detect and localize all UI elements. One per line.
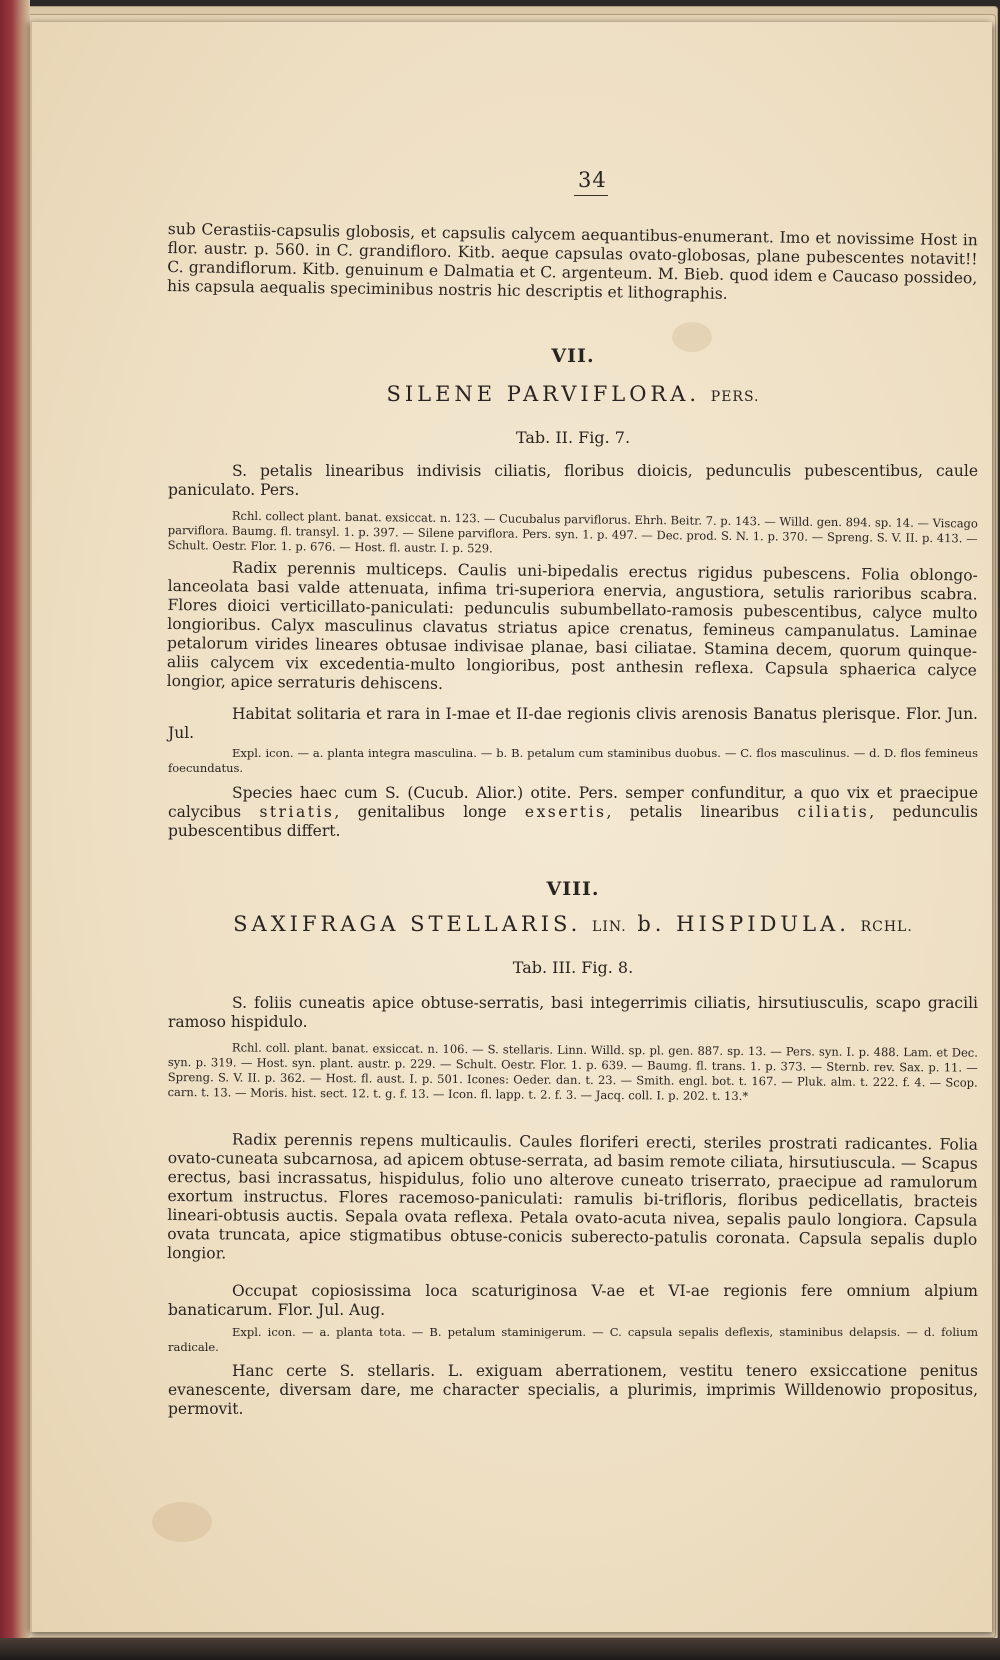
note-text: , pedunculis pubescentibus differt. — [168, 803, 978, 840]
section-viii-title — [168, 912, 978, 936]
species-author: PERS. — [710, 389, 760, 405]
section-viii-diagnosis: S. foliis cuneatis apice obtuse-serratis, basi integerrimis ciliatis, hirsutiusculis, scapo gracili ramoso hispidulo. — [168, 994, 978, 1031]
section-viii-numeral: VIII. — [546, 878, 600, 900]
note-text: , petalis linearibus — [606, 803, 798, 821]
variety-author: RCHL. — [860, 919, 913, 935]
species-name: SILENE PARVIFLORA. — [386, 382, 701, 406]
desk-edge — [0, 1638, 1000, 1660]
species-author: LIN. — [592, 919, 627, 935]
section-viii-icon-explanation: Expl. icon. — a. planta tota. — B. petalum staminigerum. — C. capsula sepalis deflexis, staminibus delapsis. — d. folium radicale. — [168, 1325, 978, 1354]
note-emphasis: exsertis — [524, 803, 607, 821]
section-vii-synonyms: Rchl. collect plant. banat. exsiccat. n. 123. — Cucubalus parviflorus. Ehrh. Beitr. 7. p. 143. — Willd. gen. 894. sp. 14. — Viscago parviflora. Baumg. fl. transyl. 1. p. 397. — Silene parviflora. Pers. syn. 1. p. 497. — Dec. prod. S. N. 1. p. 370. — Spreng. S. V. II. p. 413. — Schult. Oestr. Flor. 1. p. 676. — Host. fl. austr. I. p. 529. — [167, 508, 978, 556]
section-viii-note: Hanc certe S. stellaris. L. exiguam aberrationem, vestitu tenero exsiccatione penitus evanescente, diversam dare, me character specialis, a plurimis, imprimis Willdenowio propositus, permovit. — [168, 1362, 978, 1418]
section-vii-icon-explanation: Expl. icon. — a. planta integra masculina. — b. B. petalum cum staminibus duobus. — C. flos masculinus. — d. D. flos femineus foecundatus. — [168, 746, 978, 775]
section-vii-note — [168, 784, 978, 841]
species-name: SAXIFRAGA STELLARIS. — [233, 912, 582, 936]
section-vii-description: Radix perennis multiceps. Caulis uni-bipedalis erectus rigidus pubescens. Folia oblongo-lanceolata basi valde attenuata, infima tri-superiora enervia, angustiora, setulis rarioribus scabra. Flores dioici verticillato-paniculati: pedunculis subumbellato-ramosis pubescentibus, calyce multo longioribus. Calyx masculinus clavatus striatus apice crenatus, femineus campanulatus. Laminae petalorum virides lineares obtusae indivisae planae, basi ciliatae. Stamina decem, quorum quinque-aliis calycem vix excedentia-multo longioribus, post anthesin reflexa. Capsula sphaerica calyce longior, apice serraturis dehiscens. — [166, 558, 978, 693]
intro-paragraph — [167, 220, 978, 307]
section-vii-plate-reference: Tab. II. Fig. 7. — [515, 428, 631, 447]
section-viii-habitat: Occupat copiosissima loca scaturiginosa V-ae et VI-ae regionis fere omnium alpium banaticarum. Flor. Jul. Aug. — [168, 1282, 978, 1319]
variety-name: b. HISPIDULA. — [637, 912, 850, 936]
page-number: 34 — [578, 168, 607, 192]
foxing-spot — [152, 1502, 212, 1542]
note-emphasis: ciliatis — [797, 803, 870, 821]
note-emphasis: striatis — [259, 803, 335, 821]
note-text: , genitalibus longe — [334, 803, 525, 821]
section-vii-diagnosis: S. petalis linearibus indivisis ciliatis, floribus dioicis, pedunculis pubescentibus, caule paniculato. Pers. — [168, 462, 978, 499]
section-vii-habitat: Habitat solitaria et rara in I-mae et II-dae regionis clivis arenosis Banatus plerisque. Flor. Jun. Jul. — [168, 705, 978, 742]
section-vii-title — [168, 382, 978, 406]
section-viii-plate-reference: Tab. III. Fig. 8. — [512, 958, 634, 977]
note-text: Species haec cum S. (Cucub. Alior.) otite. Pers. semper confunditur, a quo vix et praecipue calycibus — [168, 784, 978, 821]
section-vii-numeral: VII. — [551, 345, 595, 367]
section-viii-description: Radix perennis repens multicaulis. Caules floriferi erecti, steriles prostrati radicantes. Folia ovato-cuneata subcarnosa, ad apicem obtuse-serrata, ad basim remote ciliata, hirsutiuscula. — Scapus erectus, basi incrassatus, hispidulus, folio uno alterove cuneato triserrato, praecipue ad ramulorum exortum instructus. Flores racemoso-paniculati: ramulis bi-trifloris, floribus pedicellatis, bracteis lineari-obtusis auctis. Sepala ovata reflexa. Petala ovato-acuta nivea, sepalis paulo longiora. Capsula ovata truncata, apice stigmatibus obtuse-conicis suberecto-patulis coronata. Capsula sepalis duplo longior. — [167, 1130, 978, 1263]
intro-text: sub Cerastiis-capsulis globosis, et capsulis calycem aequantibus-enumerant. Imo et novissime Host in flor. austr. p. 560. in C. grandifloro. Kitb. aeque capsulas ovato-globosas, plane pubescentes notavit!! C. grandiflorum. Kitb. genuinum e Dalmatia et C. argenteum. M. Bieb. quod idem e Caucaso possideo, his capsula aequalis speciminibus nostris hic descriptis et lithographis. — [166, 220, 978, 303]
book-binding — [0, 0, 30, 1660]
page-number-rule — [574, 195, 608, 196]
section-viii-synonyms: Rchl. coll. plant. banat. exsiccat. n. 106. — S. stellaris. Linn. Willd. sp. pl. gen. 887. sp. 13. — Pers. syn. I. p. 488. Lam. et Dec. syn. p. 319. — Host. syn. plant. austr. p. 229. — Schult. Oestr. Flor. 1. p. 639. — Baumg. fl. trans. 1. p. 373. — Sternb. rev. Sax. p. 11. — Spreng. S. V. II. p. 362. — Host. fl. aust. I. p. 501. Icones: Oeder. dan. t. 23. — Smith. engl. bot. t. 167. — Pluk. alm. t. 222. f. 4. — Scop. carn. t. 13. — Moris. hist. sect. 12. t. g. f. 13. — Icon. fl. lapp. t. 2. f. 3. — Jacq. coll. I. p. 202. t. 13.* — [167, 1040, 978, 1104]
